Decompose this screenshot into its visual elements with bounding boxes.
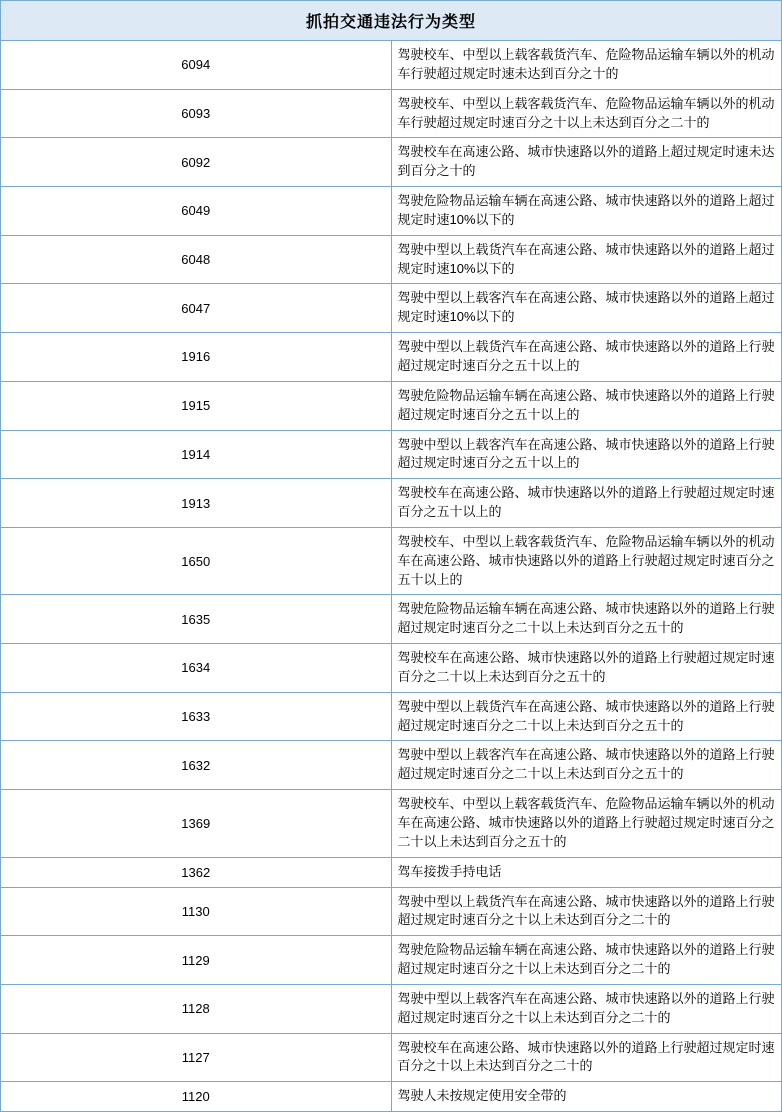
violation-code: 1913 (1, 479, 392, 528)
violation-code: 1362 (1, 857, 392, 887)
table-row (1, 89, 782, 138)
table-row (1, 1082, 782, 1112)
violation-code: 6048 (1, 235, 392, 284)
violation-description: 驾车接拨手持电话 (391, 857, 782, 887)
violation-description: 驾驶校车在高速公路、城市快速路以外的道路上行驶超过规定时速百分之五十以上的 (391, 479, 782, 528)
violation-description: 驾驶校车、中型以上载客载货汽车、危险物品运输车辆以外的机动车行驶超过规定时速百分之十以上未达到百分之二十的 (391, 89, 782, 138)
violation-description: 驾驶中型以上载货汽车在高速公路、城市快速路以外的道路上行驶超过规定时速百分之十以上未达到百分之二十的 (391, 887, 782, 936)
violation-code: 1632 (1, 741, 392, 790)
violation-code: 1129 (1, 936, 392, 985)
table-row (1, 479, 782, 528)
violation-code: 6047 (1, 284, 392, 333)
violation-code: 1120 (1, 1082, 392, 1112)
violation-code: 1369 (1, 790, 392, 858)
violation-code: 6094 (1, 41, 392, 90)
violation-code: 6049 (1, 187, 392, 236)
violation-code: 1650 (1, 527, 392, 595)
violation-description: 驾驶危险物品运输车辆在高速公路、城市快速路以外的道路上超过规定时速10%以下的 (391, 187, 782, 236)
violation-description: 驾驶校车、中型以上载客载货汽车、危险物品运输车辆以外的机动车在高速公路、城市快速路以外的道路上行驶超过规定时速百分之五十以上的 (391, 527, 782, 595)
table-row (1, 857, 782, 887)
violation-description: 驾驶中型以上载客汽车在高速公路、城市快速路以外的道路上行驶超过规定时速百分之五十以上的 (391, 430, 782, 479)
table-title-row (1, 1, 782, 41)
table-row (1, 41, 782, 90)
table-row (1, 284, 782, 333)
violation-code: 6092 (1, 138, 392, 187)
violation-description: 驾驶校车在高速公路、城市快速路以外的道路上行驶超过规定时速百分之二十以上未达到百分之五十的 (391, 644, 782, 693)
violation-code: 6093 (1, 89, 392, 138)
violation-description: 驾驶危险物品运输车辆在高速公路、城市快速路以外的道路上行驶超过规定时速百分之五十以上的 (391, 381, 782, 430)
table-row (1, 644, 782, 693)
violation-description: 驾驶中型以上载客汽车在高速公路、城市快速路以外的道路上超过规定时速10%以下的 (391, 284, 782, 333)
violation-description: 驾驶校车在高速公路、城市快速路以外的道路上行驶超过规定时速百分之十以上未达到百分之二十的 (391, 1033, 782, 1082)
table-row (1, 692, 782, 741)
table-row (1, 138, 782, 187)
violation-code: 1127 (1, 1033, 392, 1082)
violation-code: 1916 (1, 333, 392, 382)
table-row (1, 595, 782, 644)
violation-description: 驾驶校车、中型以上载客载货汽车、危险物品运输车辆以外的机动车行驶超过规定时速未达到百分之十的 (391, 41, 782, 90)
table-row (1, 527, 782, 595)
table-row (1, 887, 782, 936)
table-row (1, 187, 782, 236)
violation-code: 1634 (1, 644, 392, 693)
table-row (1, 430, 782, 479)
table-row (1, 1033, 782, 1082)
violation-description: 驾驶中型以上载货汽车在高速公路、城市快速路以外的道路上超过规定时速10%以下的 (391, 235, 782, 284)
violation-description: 驾驶中型以上载货汽车在高速公路、城市快速路以外的道路上行驶超过规定时速百分之五十以上的 (391, 333, 782, 382)
table-row (1, 333, 782, 382)
violation-description: 驾驶中型以上载客汽车在高速公路、城市快速路以外的道路上行驶超过规定时速百分之十以上未达到百分之二十的 (391, 984, 782, 1033)
violation-code: 1130 (1, 887, 392, 936)
table-row (1, 741, 782, 790)
violation-description: 驾驶中型以上载客汽车在高速公路、城市快速路以外的道路上行驶超过规定时速百分之二十以上未达到百分之五十的 (391, 741, 782, 790)
table-header (1, 1, 782, 41)
violation-description: 驾驶中型以上载货汽车在高速公路、城市快速路以外的道路上行驶超过规定时速百分之二十以上未达到百分之五十的 (391, 692, 782, 741)
table-row (1, 984, 782, 1033)
violation-code: 1914 (1, 430, 392, 479)
page-title: 抓拍交通违法行为类型 (1, 1, 782, 41)
table-body (1, 41, 782, 1112)
violation-description: 驾驶人未按规定使用安全带的 (391, 1082, 782, 1112)
violation-description: 驾驶校车、中型以上载客载货汽车、危险物品运输车辆以外的机动车在高速公路、城市快速路以外的道路上行驶超过规定时速百分之二十以上未达到百分之五十的 (391, 790, 782, 858)
violation-code: 1915 (1, 381, 392, 430)
violation-code: 1128 (1, 984, 392, 1033)
violation-description: 驾驶校车在高速公路、城市快速路以外的道路上超过规定时速未达到百分之十的 (391, 138, 782, 187)
table-row (1, 790, 782, 858)
table-row (1, 381, 782, 430)
table-row (1, 235, 782, 284)
violation-code: 1633 (1, 692, 392, 741)
violation-description: 驾驶危险物品运输车辆在高速公路、城市快速路以外的道路上行驶超过规定时速百分之二十以上未达到百分之五十的 (391, 595, 782, 644)
violation-code: 1635 (1, 595, 392, 644)
violation-description: 驾驶危险物品运输车辆在高速公路、城市快速路以外的道路上行驶超过规定时速百分之十以上未达到百分之二十的 (391, 936, 782, 985)
table-row (1, 936, 782, 985)
